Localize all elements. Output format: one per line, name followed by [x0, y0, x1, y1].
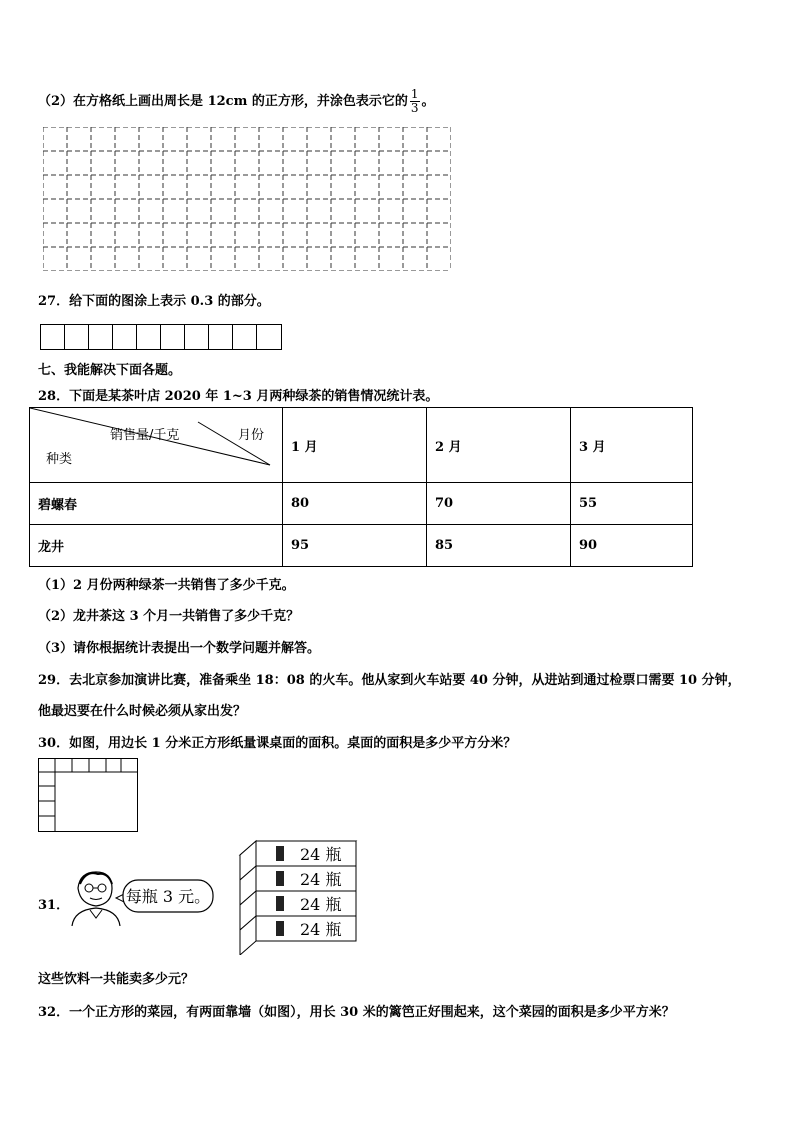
table-row — [30, 483, 693, 525]
q28-sub1: （1）2 月份两种绿茶一共销售了多少千克。 — [38, 578, 295, 593]
q31-number: 31． — [38, 898, 70, 913]
cell-value: 90 — [571, 525, 693, 567]
header-month-1: 1 月 — [283, 408, 427, 483]
cell-value: 70 — [427, 483, 571, 525]
strip-cell[interactable] — [209, 325, 233, 349]
header-month-2: 2 月 — [427, 408, 571, 483]
fraction-one-third: $\frac{1}{3}$ — [410, 87, 419, 115]
section-7-heading: 七、我能解决下面各题。 — [38, 363, 182, 378]
box-label: 24 瓶 — [300, 920, 342, 939]
row-name: 碧螺春 — [30, 483, 283, 525]
teacher-icon — [72, 872, 120, 926]
drink-can-icon — [276, 871, 284, 886]
bubble-text: 每瓶 3 元。 — [125, 887, 211, 906]
diagonal-lines — [30, 408, 282, 482]
drink-can-icon — [276, 896, 284, 911]
desk-tiling-figure — [38, 758, 138, 832]
strip-cell[interactable] — [161, 325, 185, 349]
teacher-speech-figure — [68, 866, 216, 926]
cell-value: 80 — [283, 483, 427, 525]
drink-can-icon — [276, 921, 284, 936]
q30-question: 30．如图，用边长 1 分米正方形纸量课桌面的面积。桌面的面积是多少平方分米？ — [38, 736, 517, 751]
sales-table — [29, 407, 693, 567]
dashed-square-grid[interactable] — [43, 127, 451, 271]
drink-boxes-stack — [238, 837, 358, 955]
table-header-row — [30, 408, 693, 483]
q28-sub2: （2）龙井茶这 3 个月一共销售了多少千克？ — [38, 609, 300, 624]
q29-line1: 29．去北京参加演讲比赛，准备乘坐 18：08 的火车。他从家到火车站要 40 分钟，从进站到通过检票口需要 10 分钟， — [38, 673, 741, 688]
q28-sub3: （3）请你根据统计表提出一个数学问题并解答。 — [38, 641, 321, 656]
strip-cell[interactable] — [257, 325, 281, 349]
q27-question: 27．给下面的图涂上表示 0.3 的部分。 — [38, 294, 270, 309]
box-label: 24 瓶 — [300, 895, 342, 914]
strip-cell[interactable] — [137, 325, 161, 349]
cell-value: 85 — [427, 525, 571, 567]
ten-cell-strip[interactable] — [40, 324, 282, 350]
box-label: 24 瓶 — [300, 845, 342, 864]
strip-cell[interactable] — [41, 325, 65, 349]
q29-line2: 他最迟要在什么时候必须从家出发？ — [38, 704, 247, 719]
strip-cell[interactable] — [89, 325, 113, 349]
strip-cell[interactable] — [233, 325, 257, 349]
strip-cell[interactable] — [185, 325, 209, 349]
header-sales-label: 销售量/千克 — [110, 428, 180, 443]
q31-question: 这些饮料一共能卖多少元？ — [38, 972, 195, 987]
q32-question: 32．一个正方形的菜园，有两面靠墙（如图），用长 30 米的篱笆正好围起来，这个菜园的面积是多少平方米？ — [38, 1005, 675, 1020]
strip-cell[interactable] — [113, 325, 137, 349]
cell-value: 95 — [283, 525, 427, 567]
drink-can-icon — [276, 846, 284, 861]
speech-bubble — [116, 880, 213, 912]
header-month-3: 3 月 — [571, 408, 693, 483]
q26-2-text: （2）在方格纸上画出周长是 12cm 的正方形，并涂色表示它的 — [38, 94, 408, 109]
header-month-label: 月份 — [238, 428, 265, 443]
strip-cell[interactable] — [65, 325, 89, 349]
table-row — [30, 525, 693, 567]
row-name: 龙井 — [30, 525, 283, 567]
q28-question: 28．下面是某茶叶店 2020 年 1~3 月两种绿茶的销售情况统计表。 — [38, 389, 439, 404]
header-kind-label: 种类 — [46, 452, 73, 467]
cell-value: 55 — [571, 483, 693, 525]
q26-2-question: （2）在方格纸上画出周长是 12cm 的正方形，并涂色表示它的 $\frac{1}{3}$ 。 — [38, 87, 435, 115]
diagonal-header-cell — [30, 408, 283, 483]
box-label: 24 瓶 — [300, 870, 342, 889]
